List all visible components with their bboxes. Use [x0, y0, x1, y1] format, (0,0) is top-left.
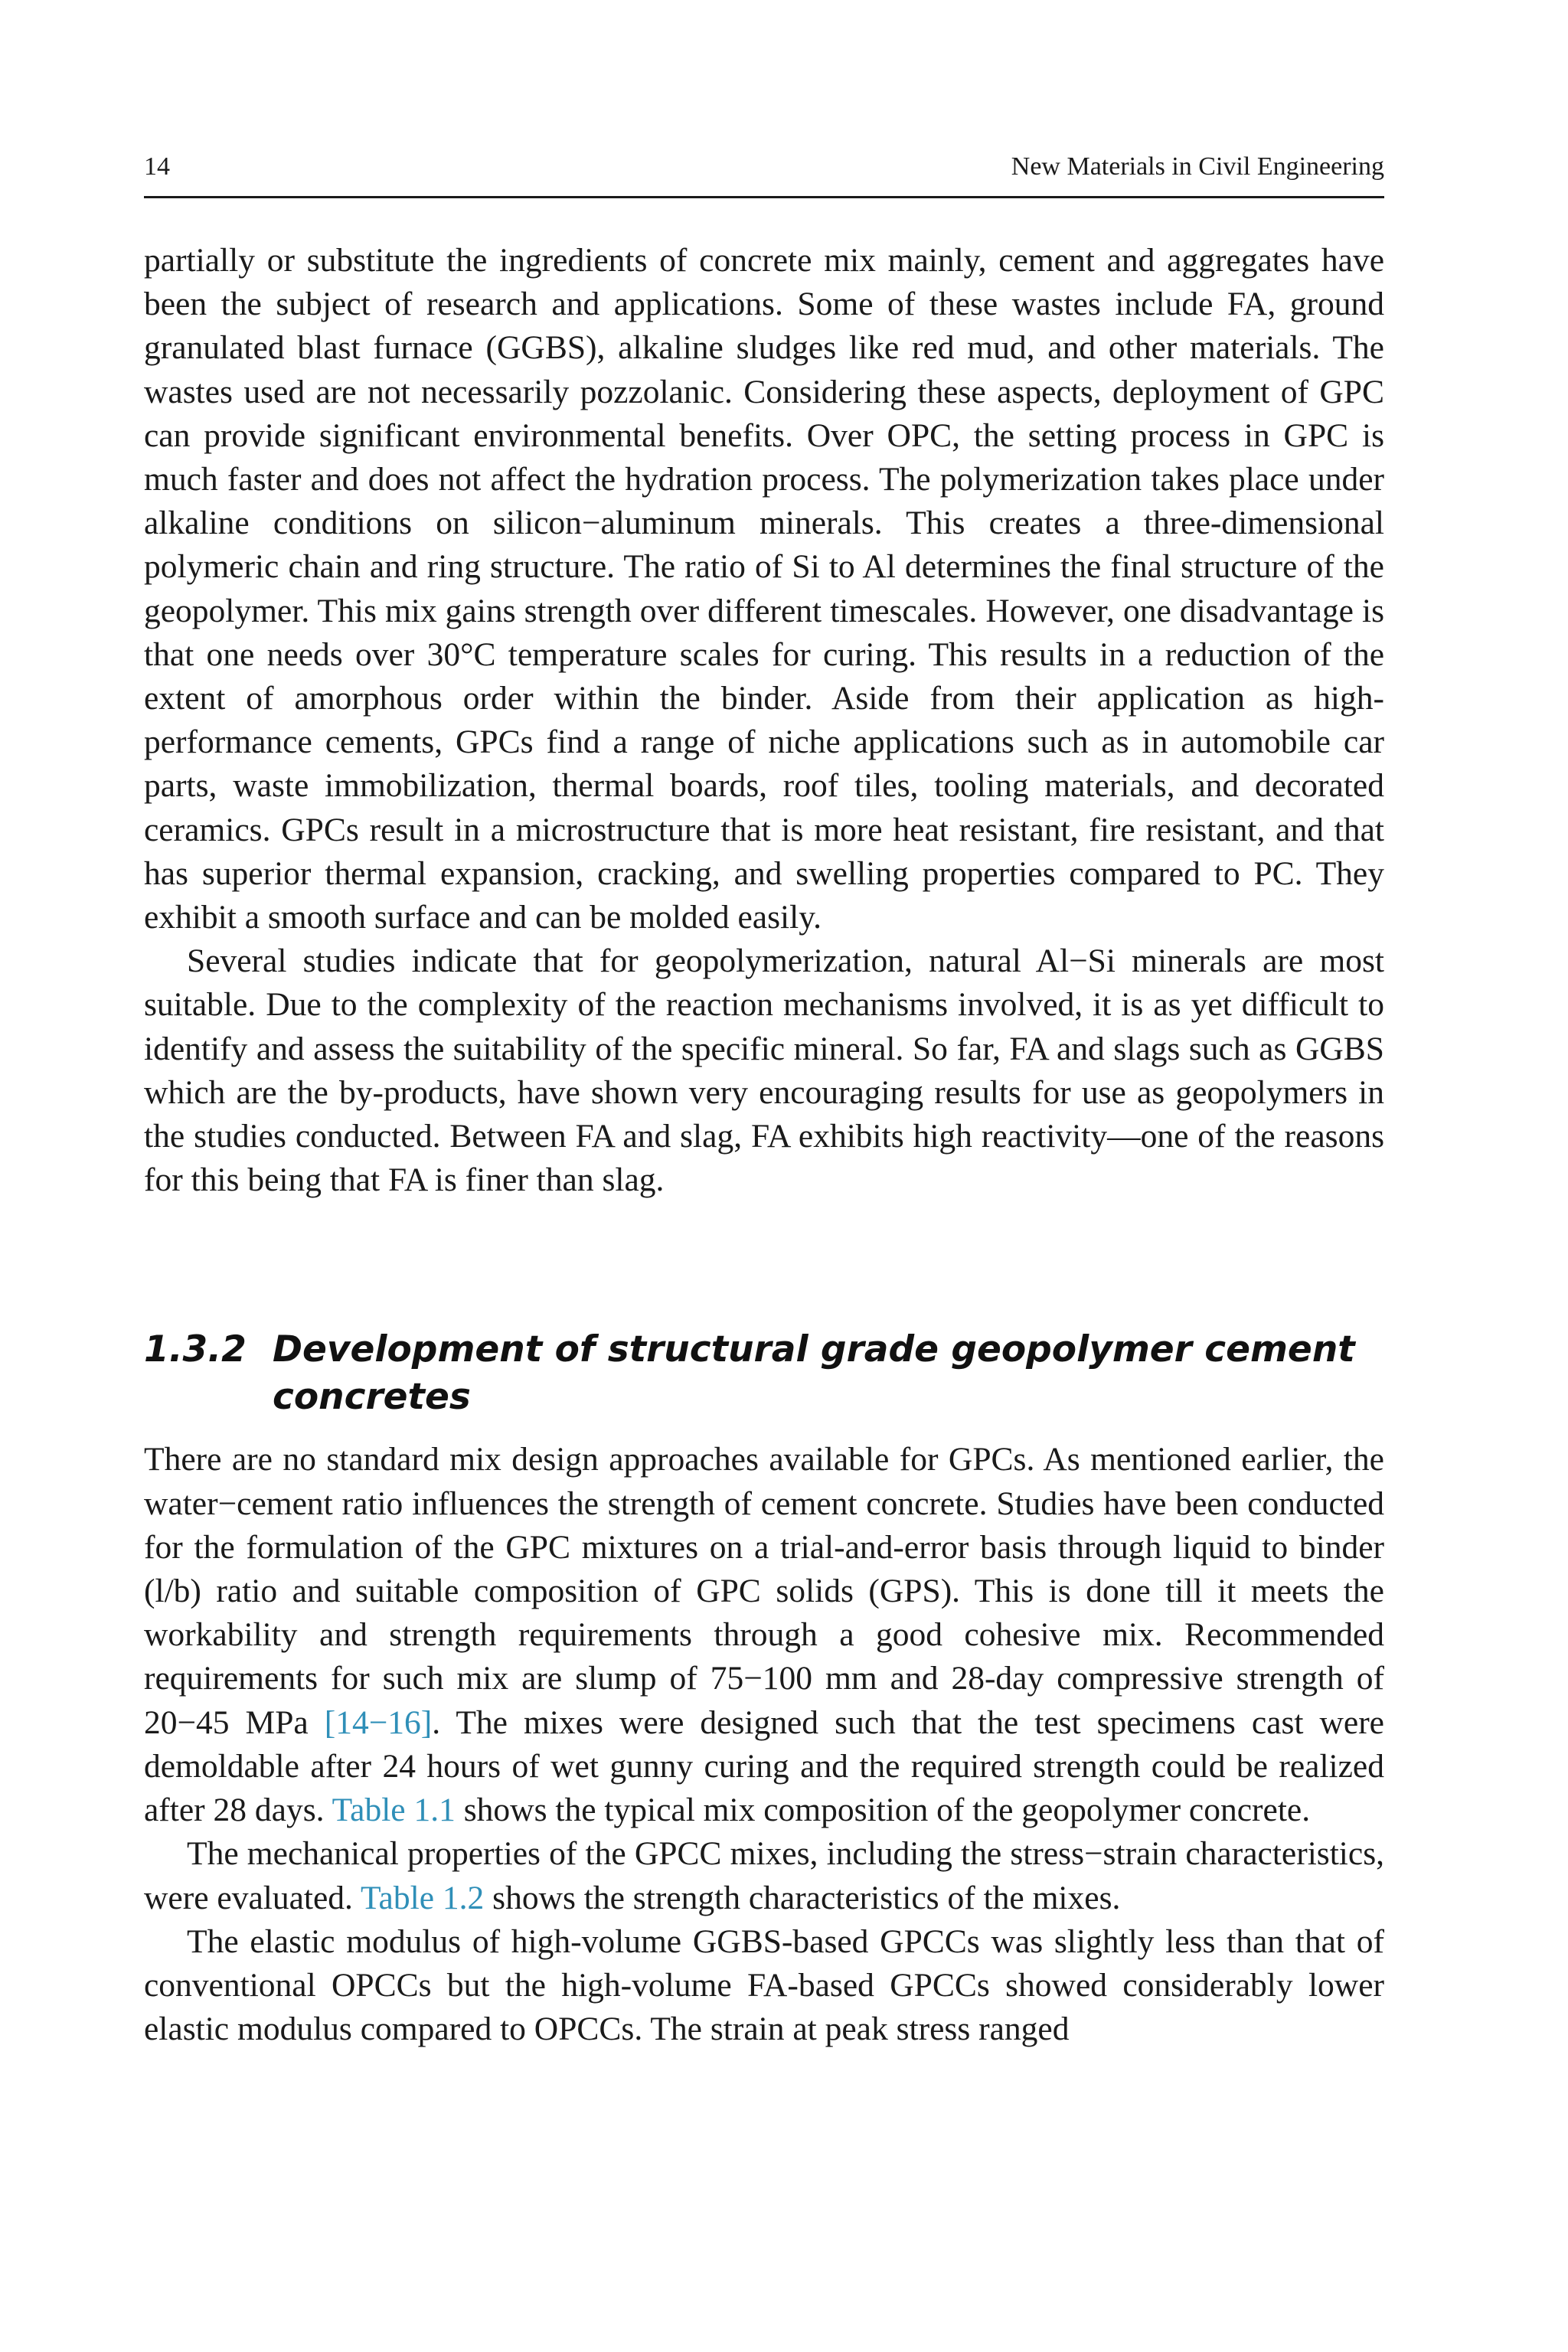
section-number: 1.3.2 — [144, 1328, 247, 1371]
section-heading — [144, 1326, 1384, 1421]
paragraph-5: The elastic modulus of high-volume GGBS-based GPCCs was slightly less than that of conventional OPCCs but the high-volume FA-based GPCCs showed considerably lower elastic modulus compared to OPCCs. The strain at peak stress ranged — [144, 1922, 1384, 2048]
paragraph-4 — [144, 1832, 1384, 1919]
paragraph-4-text-b: shows the strength characteristics of the mixes. — [484, 1879, 1121, 1916]
page-number: 14 — [144, 152, 170, 181]
paragraph-2: Several studies indicate that for geopolymerization, natural Al−Si minerals are most suitable. Due to the complexity of the reaction mechanisms involved, it is as yet difficult to identify and assess the suitability of the specific mineral. So far, FA and slags such as GGBS which are the by-products, have shown very encouraging results for use as geopolymers in the studies conducted. Between FA and slag, FA exhibits high reactivity—one of the reasons for this being that FA is finer than slag. — [144, 942, 1384, 1199]
paragraph-3-text-c: shows the typical mix composition of the geopolymer concrete. — [455, 1792, 1311, 1829]
paragraph-1: partially or substitute the ingredients of concrete mix mainly, cement and aggregates have been the subject of research and applications. Some of these wastes include FA, ground granulated blast furnace (GGBS), alkaline sludges like red mud, and other materials. The wastes used are not necessarily pozzolanic. Considering these aspects, deployment of GPC can provide significant environmental benefits. Over OPC, the setting process in GPC is much faster and does not affect the hydration process. The polymerization takes place under alkaline conditions on silicon−aluminum minerals. This creates a three-dimensional polymeric chain and ring structure. The ratio of Si to Al determines the final structure of the geopolymer. This mix gains strength over different timescales. However, one disadvantage is that one needs over 30°C temperature scales for curing. This results in a reduction of the extent of amorphous order within the binder. Aside from their application as high-performance cements, GPCs find a range of niche applications such as in automobile car parts, waste immobilization, thermal boards, roof tiles, tooling materials, and decorated ceramics. GPCs result in a microstructure that is more heat resistant, fire resistant, and that has superior thermal expansion, cracking, and swelling properties compared to PC. They exhibit a smooth surface and can be molded easily. — [144, 242, 1384, 936]
table-1-1-link[interactable]: Table 1.1 — [332, 1792, 456, 1829]
table-1-2-link[interactable]: Table 1.2 — [361, 1879, 485, 1916]
paragraph-3-text-b: . The mixes were designed such that the test specimens cast were demoldable after 24 hours of wet gunny curing and the required strength could be realized after 28 days. — [144, 1704, 1384, 1829]
paragraph-4-text-a: The mechanical properties of the GPCC mixes, including the stress−strain characteristics, were evaluated. — [144, 1835, 1384, 1916]
paragraph-3-text-a: There are no standard mix design approaches available for GPCs. As mentioned earlier, the water−cement ratio influences the strength of cement concrete. Studies have been conducted for the formulation of the GPC mixtures on a trial-and-error basis through liquid to binder (l/b) ratio and suitable composition of GPC solids (GPS). This is done till it meets the workability and strength requirements through a good cohesive mix. Recommended requirements for such mix are slump of 75−100 mm and 28-day compressive strength of 20−45 MPa — [144, 1441, 1384, 1741]
running-head: New Materials in Civil Engineering — [1011, 152, 1384, 181]
paragraph-3 — [144, 1438, 1384, 1832]
section-title: Development of structural grade geopolymer cement concretes — [273, 1328, 1355, 1419]
citation-link-14-16[interactable]: [14−16] — [324, 1704, 433, 1741]
page-body — [144, 239, 1384, 2051]
page-header — [144, 145, 1384, 198]
